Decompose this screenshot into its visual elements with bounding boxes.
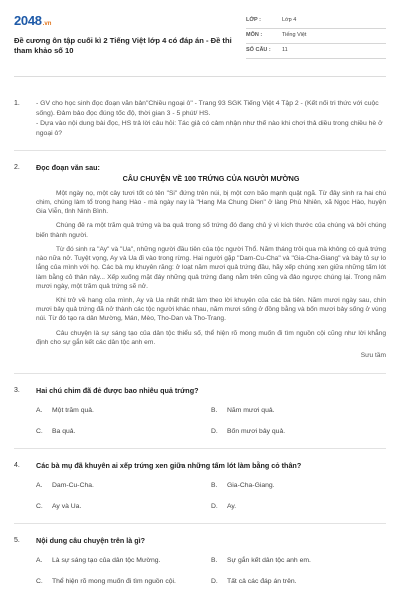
question-number: 5.: [14, 537, 20, 545]
story-paragraph: Câu chuyện là sự sáng tạo của dân tộc thiểu số, thể hiện rõ mong muốn đi tìm nguồn cội cũng như lời khẳng định cho sự gắn kết các dân tộc anh em.: [36, 329, 386, 346]
story-paragraph: Chúng đẻ ra một trăm quả trứng và ba quả trong số trứng đó đang chủ ý vì kích thước của chúng và bởi chúng biến thành người.: [36, 222, 386, 239]
question-body: [36, 536, 386, 586]
document-title: Đề cương ôn tập cuối kì 2 Tiếng Việt lớp 4 có đáp án - Đề thi tham khảo số 10: [14, 35, 232, 55]
question-number: 2.: [14, 164, 20, 172]
question-number: 4.: [14, 462, 20, 470]
question-5: [14, 536, 386, 586]
site-logo[interactable]: [14, 12, 239, 30]
info-value: Tiếng Việt: [282, 32, 307, 39]
info-label: MÔN :: [246, 32, 263, 39]
question-separator: [14, 448, 386, 449]
question-body: [36, 461, 386, 511]
option-letter: A.: [36, 556, 43, 564]
info-label: LỚP :: [246, 17, 261, 24]
question-1: [14, 99, 386, 138]
option-text: Dam-Cu-Cha.: [52, 481, 94, 489]
answer-option-d[interactable]: [211, 427, 386, 436]
question-number: 1.: [14, 100, 20, 107]
story-source: Sưu tầm: [360, 352, 386, 360]
answer-option-b[interactable]: [211, 556, 386, 565]
option-text: Gia-Cha-Giang.: [227, 481, 275, 489]
option-text: Ay.: [227, 502, 237, 510]
header-divider: [14, 76, 386, 77]
document-header: [14, 12, 386, 72]
story-paragraph: Một ngày nọ, một cây tươi tốt có tên "Si" đứng trên núi, bị một cơn bão mạnh quật ngã. Từ đây sinh ra hai chú chim, chúng làm tổ trong hang Hào - mà ngày nay là "Hang Ma Chung Dien" ở làng Phù Nhiên, xã Ngọc Hào, huyện Gia Viễn, tỉnh Ninh Bình.: [36, 189, 386, 216]
info-value: Lớp 4: [282, 17, 297, 24]
question-text: - GV cho học sinh đọc đoạn văn bản"Chiều ngoại ô" - Trang 93 SGK Tiếng Việt 4 Tập 2 - (Kết nối tri thức với cuộc sống). Đảm bảo đọc đúng tốc độ, thời gian 3 - 5 phút/ HS.: [36, 100, 379, 117]
question-separator: [14, 523, 386, 524]
option-text: Là sự sáng tạo của dân tộc Mường.: [52, 556, 161, 564]
info-row-count: [246, 44, 386, 59]
option-letter: C.: [36, 427, 43, 435]
option-letter: C.: [36, 578, 43, 585]
option-text: Thể hiện rõ mong muốn đi tìm nguồn cội.: [52, 578, 176, 585]
option-letter: C.: [36, 502, 43, 510]
question-body: [36, 99, 386, 138]
answer-option-b[interactable]: [211, 481, 386, 490]
question-title: Hai chú chim đã đẻ được bao nhiêu quả trứng?: [36, 385, 199, 395]
info-table: [246, 14, 386, 59]
option-letter: B.: [211, 481, 218, 489]
answer-option-c[interactable]: [36, 502, 211, 511]
answer-option-d[interactable]: [211, 502, 386, 511]
logo-suffix: .vn: [42, 21, 52, 27]
question-title: Đọc đoạn văn sau:: [36, 163, 100, 173]
question-body: [36, 386, 386, 436]
option-letter: A.: [36, 481, 43, 489]
option-letter: D.: [211, 427, 218, 435]
answer-option-b[interactable]: [211, 406, 386, 415]
question-4: [14, 461, 386, 511]
question-2: [14, 163, 386, 361]
question-separator: [14, 373, 386, 374]
option-letter: B.: [211, 556, 218, 564]
question-body: [36, 163, 386, 361]
answer-option-c[interactable]: [36, 427, 211, 436]
option-text: Một trăm quả.: [52, 406, 94, 414]
answer-option-d[interactable]: [211, 577, 386, 586]
answer-options: [36, 406, 386, 436]
option-text: Ay và Ua.: [52, 502, 82, 510]
option-letter: D.: [211, 502, 218, 510]
option-text: Ba quả.: [52, 427, 76, 435]
answer-options: [36, 481, 386, 511]
option-text: Sự gắn kết dân tộc anh em.: [227, 556, 311, 564]
answer-option-a[interactable]: [36, 481, 211, 490]
option-text: Tất cả các đáp án trên.: [227, 578, 297, 585]
question-number: 3.: [14, 386, 20, 394]
question-title: Các bà mụ đã khuyên ai xếp trứng xen giữa những tấm lót làm bằng cỏ thân?: [36, 461, 302, 471]
question-text: - Dựa vào nội dung bài đọc, HS trả lời câu hỏi: Tác giả có cảm nhận như thế nào khi chơi thả diều trong chiều hè ở ngoại ô?: [36, 119, 383, 137]
question-separator: [14, 150, 386, 151]
option-letter: A.: [36, 406, 43, 414]
info-row-subject: [246, 29, 386, 44]
answer-options: [36, 556, 386, 586]
answer-option-c[interactable]: [36, 577, 211, 586]
header-left: [14, 12, 239, 56]
info-value: 11: [282, 47, 288, 54]
answer-option-a[interactable]: [36, 556, 211, 565]
story-paragraph: Khi trở về hang của mình, Ay và Ua nhất nhất làm theo lời khuyên của các bà tiên. Năm mươi ngày sau, chín mươi bảy quả trứng đã nở thành các tộc người khác nhau, năm mươi sống ở đồng bằng và bốn mươi bảy sống ở vùng núi. Từ đó tạo ra dân Mường, Mán, Mèo, Tho-Dan và Tho-Trang.: [36, 297, 386, 323]
logo-text: 2048: [14, 13, 42, 28]
question-title: Nội dung câu chuyện trên là gì?: [36, 536, 146, 546]
info-label: SỐ CÂU :: [246, 47, 271, 54]
story-title: CÂU CHUYỆN VỀ 100 TRỨNG CỦA NGƯỜI MƯỜNG: [122, 174, 300, 184]
info-row-class: [246, 14, 386, 29]
option-text: Bốn mươi bảy quả.: [227, 427, 286, 435]
option-letter: D.: [211, 578, 218, 585]
story-paragraph: Từ đó sinh ra "Ay" và "Ua", những người đầu tiên của tộc người Thổ. Năm tháng trôi qua mà không có quả trứng nào nữa nở. Tuyệt vọng, Ay và Ua đi vào trong rừng. Hai người gặp "Dam-Cu-Cha" và "Gia-Cha-Giang" và bày tỏ sự lo lắng của mình với họ. Các bà mụ khuyên răng: ở loạt năm mươi quả trứng đầu, hãy xếp chúng xen giữa những tấm lót làm bằng cỏ thân nây... Xếp xuống mặt đáy những quả trứng đang nằm trên cũng và đảo ngược chúng lại. Trong năm mươi ngày, một trăm quả trứng sẽ nở.: [36, 245, 386, 290]
option-text: Năm mươi quả.: [227, 406, 275, 414]
answer-option-a[interactable]: [36, 406, 211, 415]
question-3: [14, 386, 386, 436]
option-letter: B.: [211, 406, 218, 414]
